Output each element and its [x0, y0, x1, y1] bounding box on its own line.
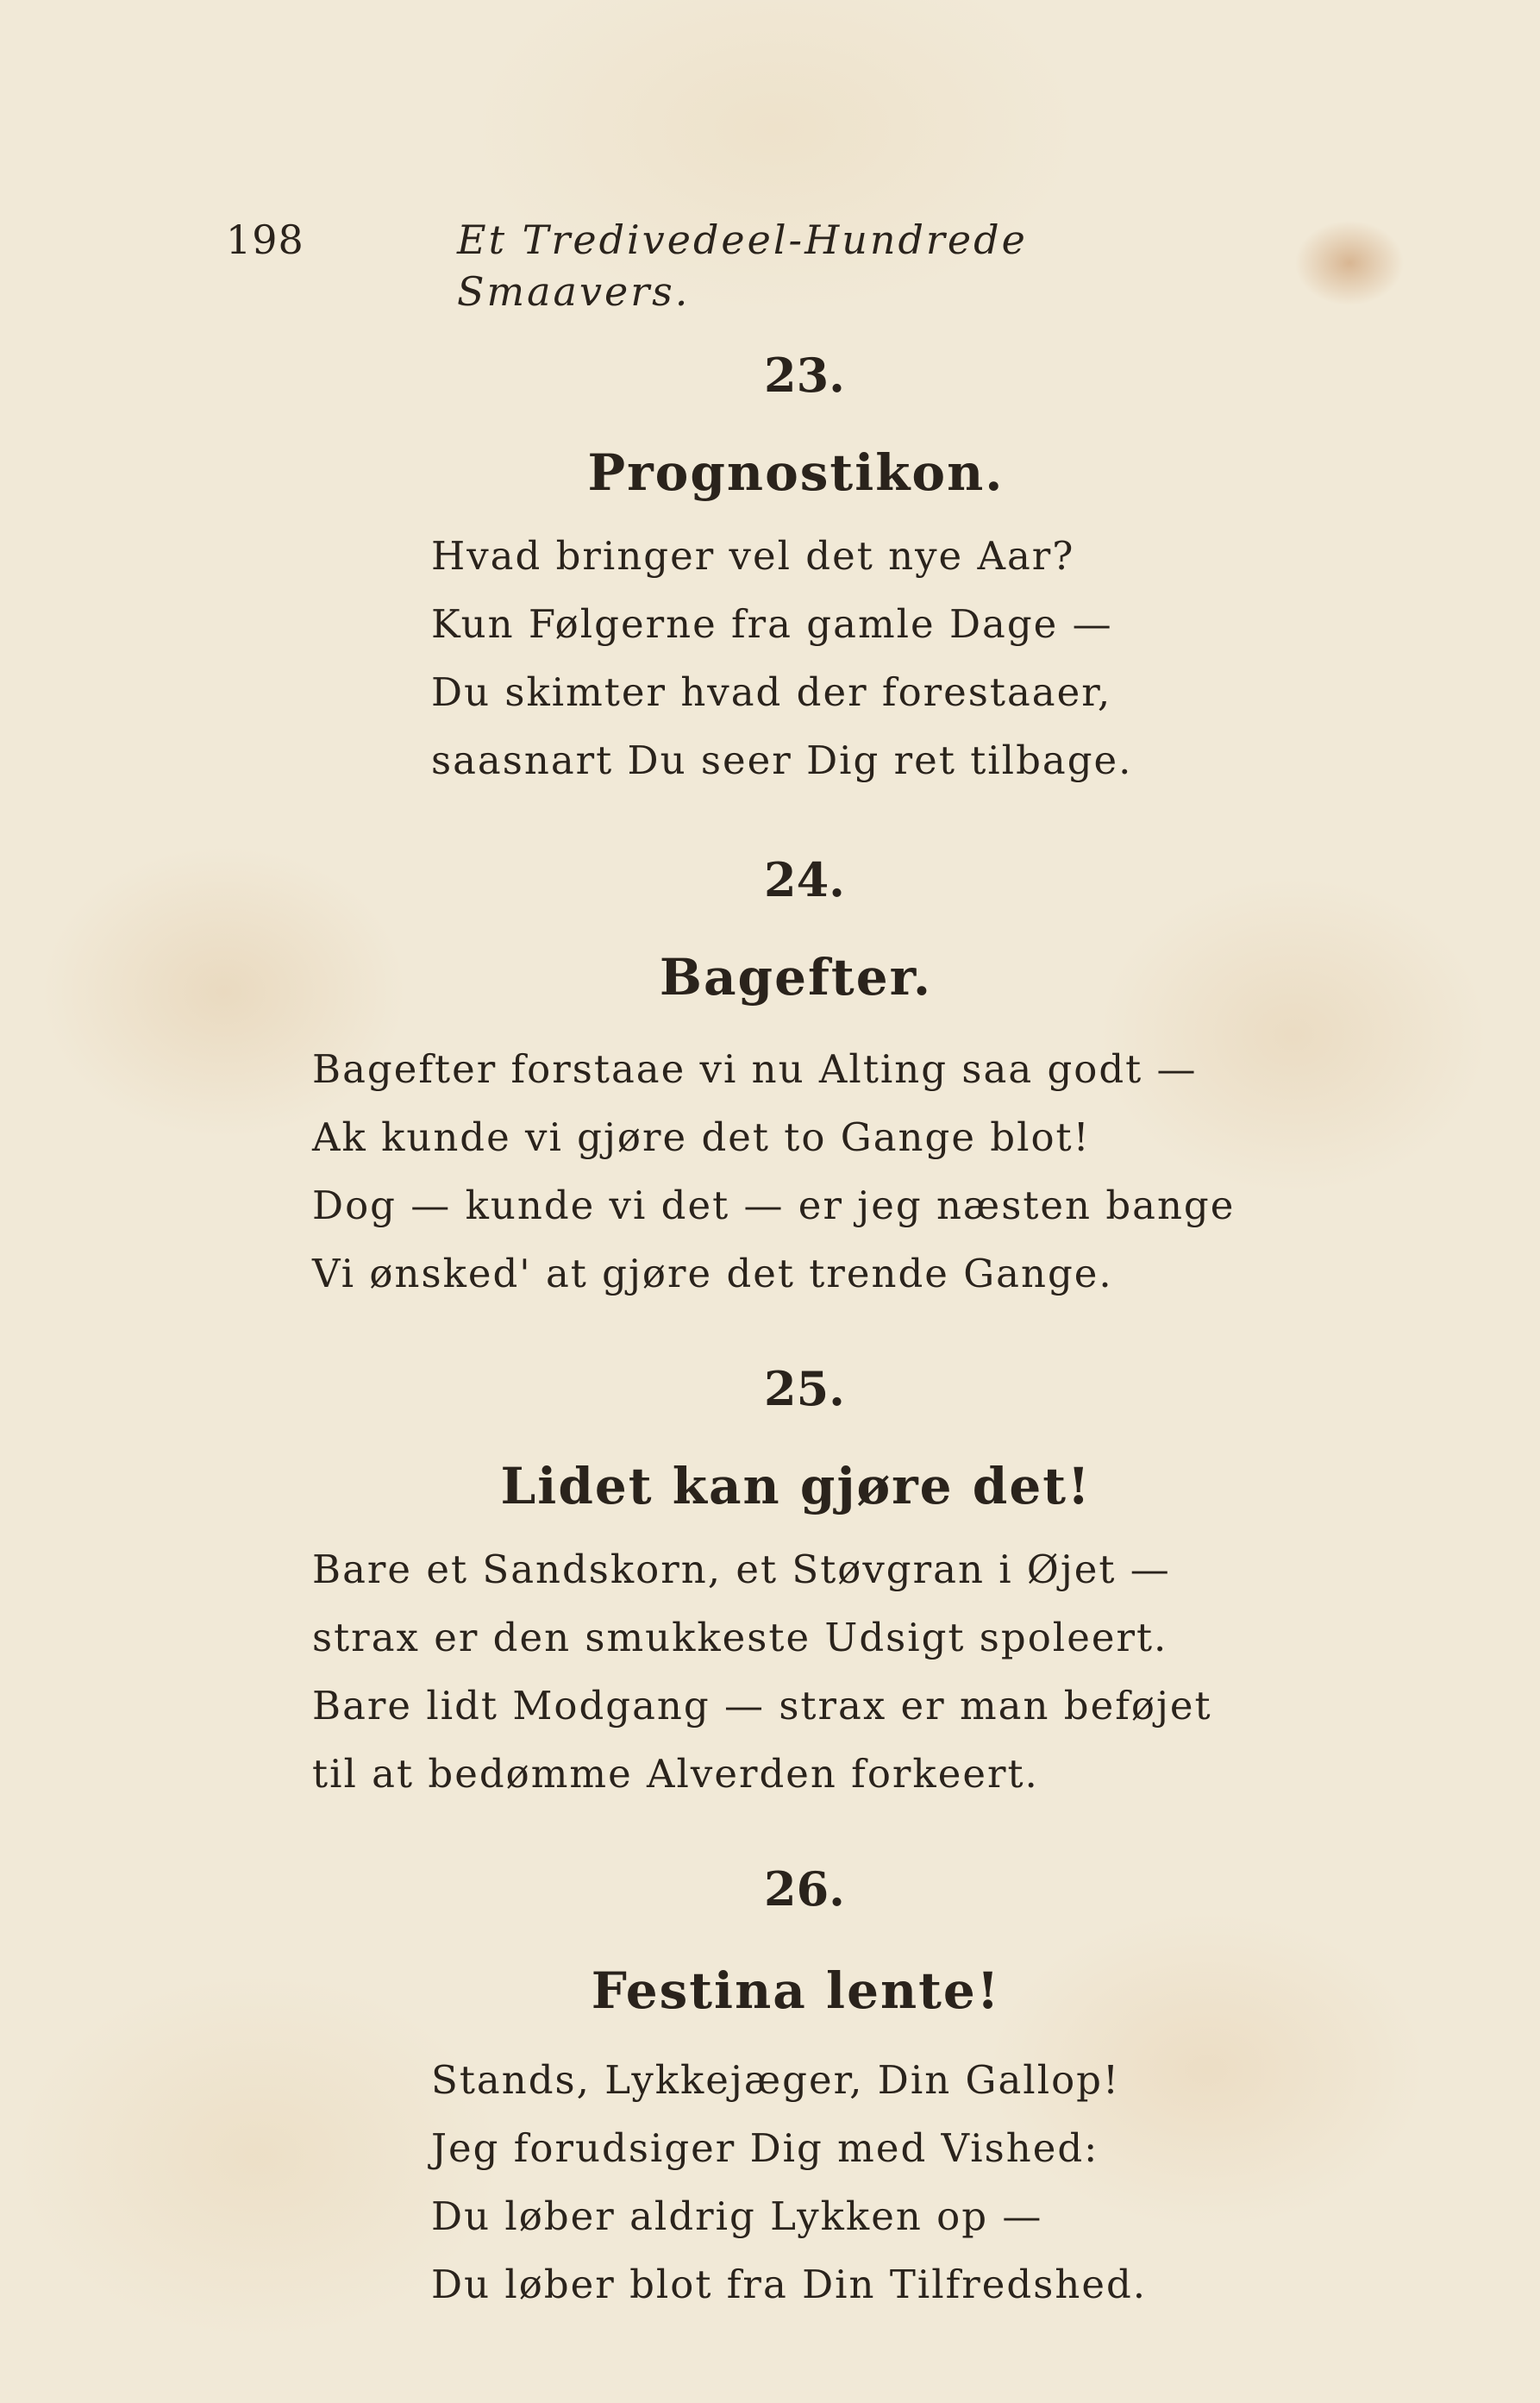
poem-25-heading [0, 1358, 1540, 1519]
verse-line: Du skimter hvad der forestaaer, [431, 669, 1112, 715]
verse-line: Du løber aldrig Lykken op — [431, 2193, 1043, 2239]
verse-line: Stands, Lykkejæger, Din Gallop! [431, 2057, 1121, 2103]
verse-line: Bare et Sandskorn, et Støvgran i Øjet — [312, 1547, 1171, 1592]
poem-26-verse [431, 2046, 1147, 2318]
verse-line: Hvad bringer vel det nye Aar? [431, 533, 1075, 579]
poem-24-verse [312, 1035, 1235, 1308]
verse-line: Dog — kunde vi det — er jeg næsten bange [312, 1183, 1236, 1228]
verse-line: Bare lidt Modgang — strax er man beføjet [312, 1683, 1212, 1729]
poem-title: Bagefter. [659, 948, 933, 1007]
poem-number: 25. [764, 1361, 845, 1416]
poem-24-heading [0, 850, 1540, 1010]
poem-title: Prognostikon. [587, 443, 1005, 502]
verse-line: Bagefter forstaae vi nu Alting saa godt — [312, 1046, 1198, 1092]
verse-line: strax er den smukkeste Udsigt spoleert. [312, 1615, 1168, 1660]
page-number: 198 [226, 216, 304, 263]
poem-title: Lidet kan gjøre det! [500, 1457, 1092, 1515]
poem-number: 23. [764, 348, 845, 403]
verse-line: Kun Følgerne fra gamle Dage — [431, 601, 1113, 647]
poem-23-verse [431, 522, 1132, 794]
verse-line: Jeg forudsiger Dig med Vished: [431, 2125, 1099, 2171]
poem-number: 26. [764, 1861, 845, 1917]
verse-line: Du løber blot fra Din Tilfredshed. [431, 2262, 1148, 2307]
poem-title: Festina lente! [591, 1961, 1001, 2020]
poem-26-heading [0, 1859, 1540, 2023]
poem-23-heading [0, 345, 1540, 505]
verse-line: Vi ønsked' at gjøre det trende Gange. [312, 1251, 1113, 1296]
running-title: Et Tredivedeel-Hundrede Smaavers. [457, 216, 1028, 315]
poem-25-verse [312, 1535, 1212, 1808]
verse-line: saasnart Du seer Dig ret tilbage. [431, 737, 1133, 783]
verse-line: Ak kunde vi gjøre det to Gange blot! [312, 1114, 1091, 1160]
page-header [226, 214, 1174, 315]
poem-number: 24. [764, 852, 845, 907]
verse-line: til at bedømme Alverden forkeert. [312, 1751, 1039, 1797]
